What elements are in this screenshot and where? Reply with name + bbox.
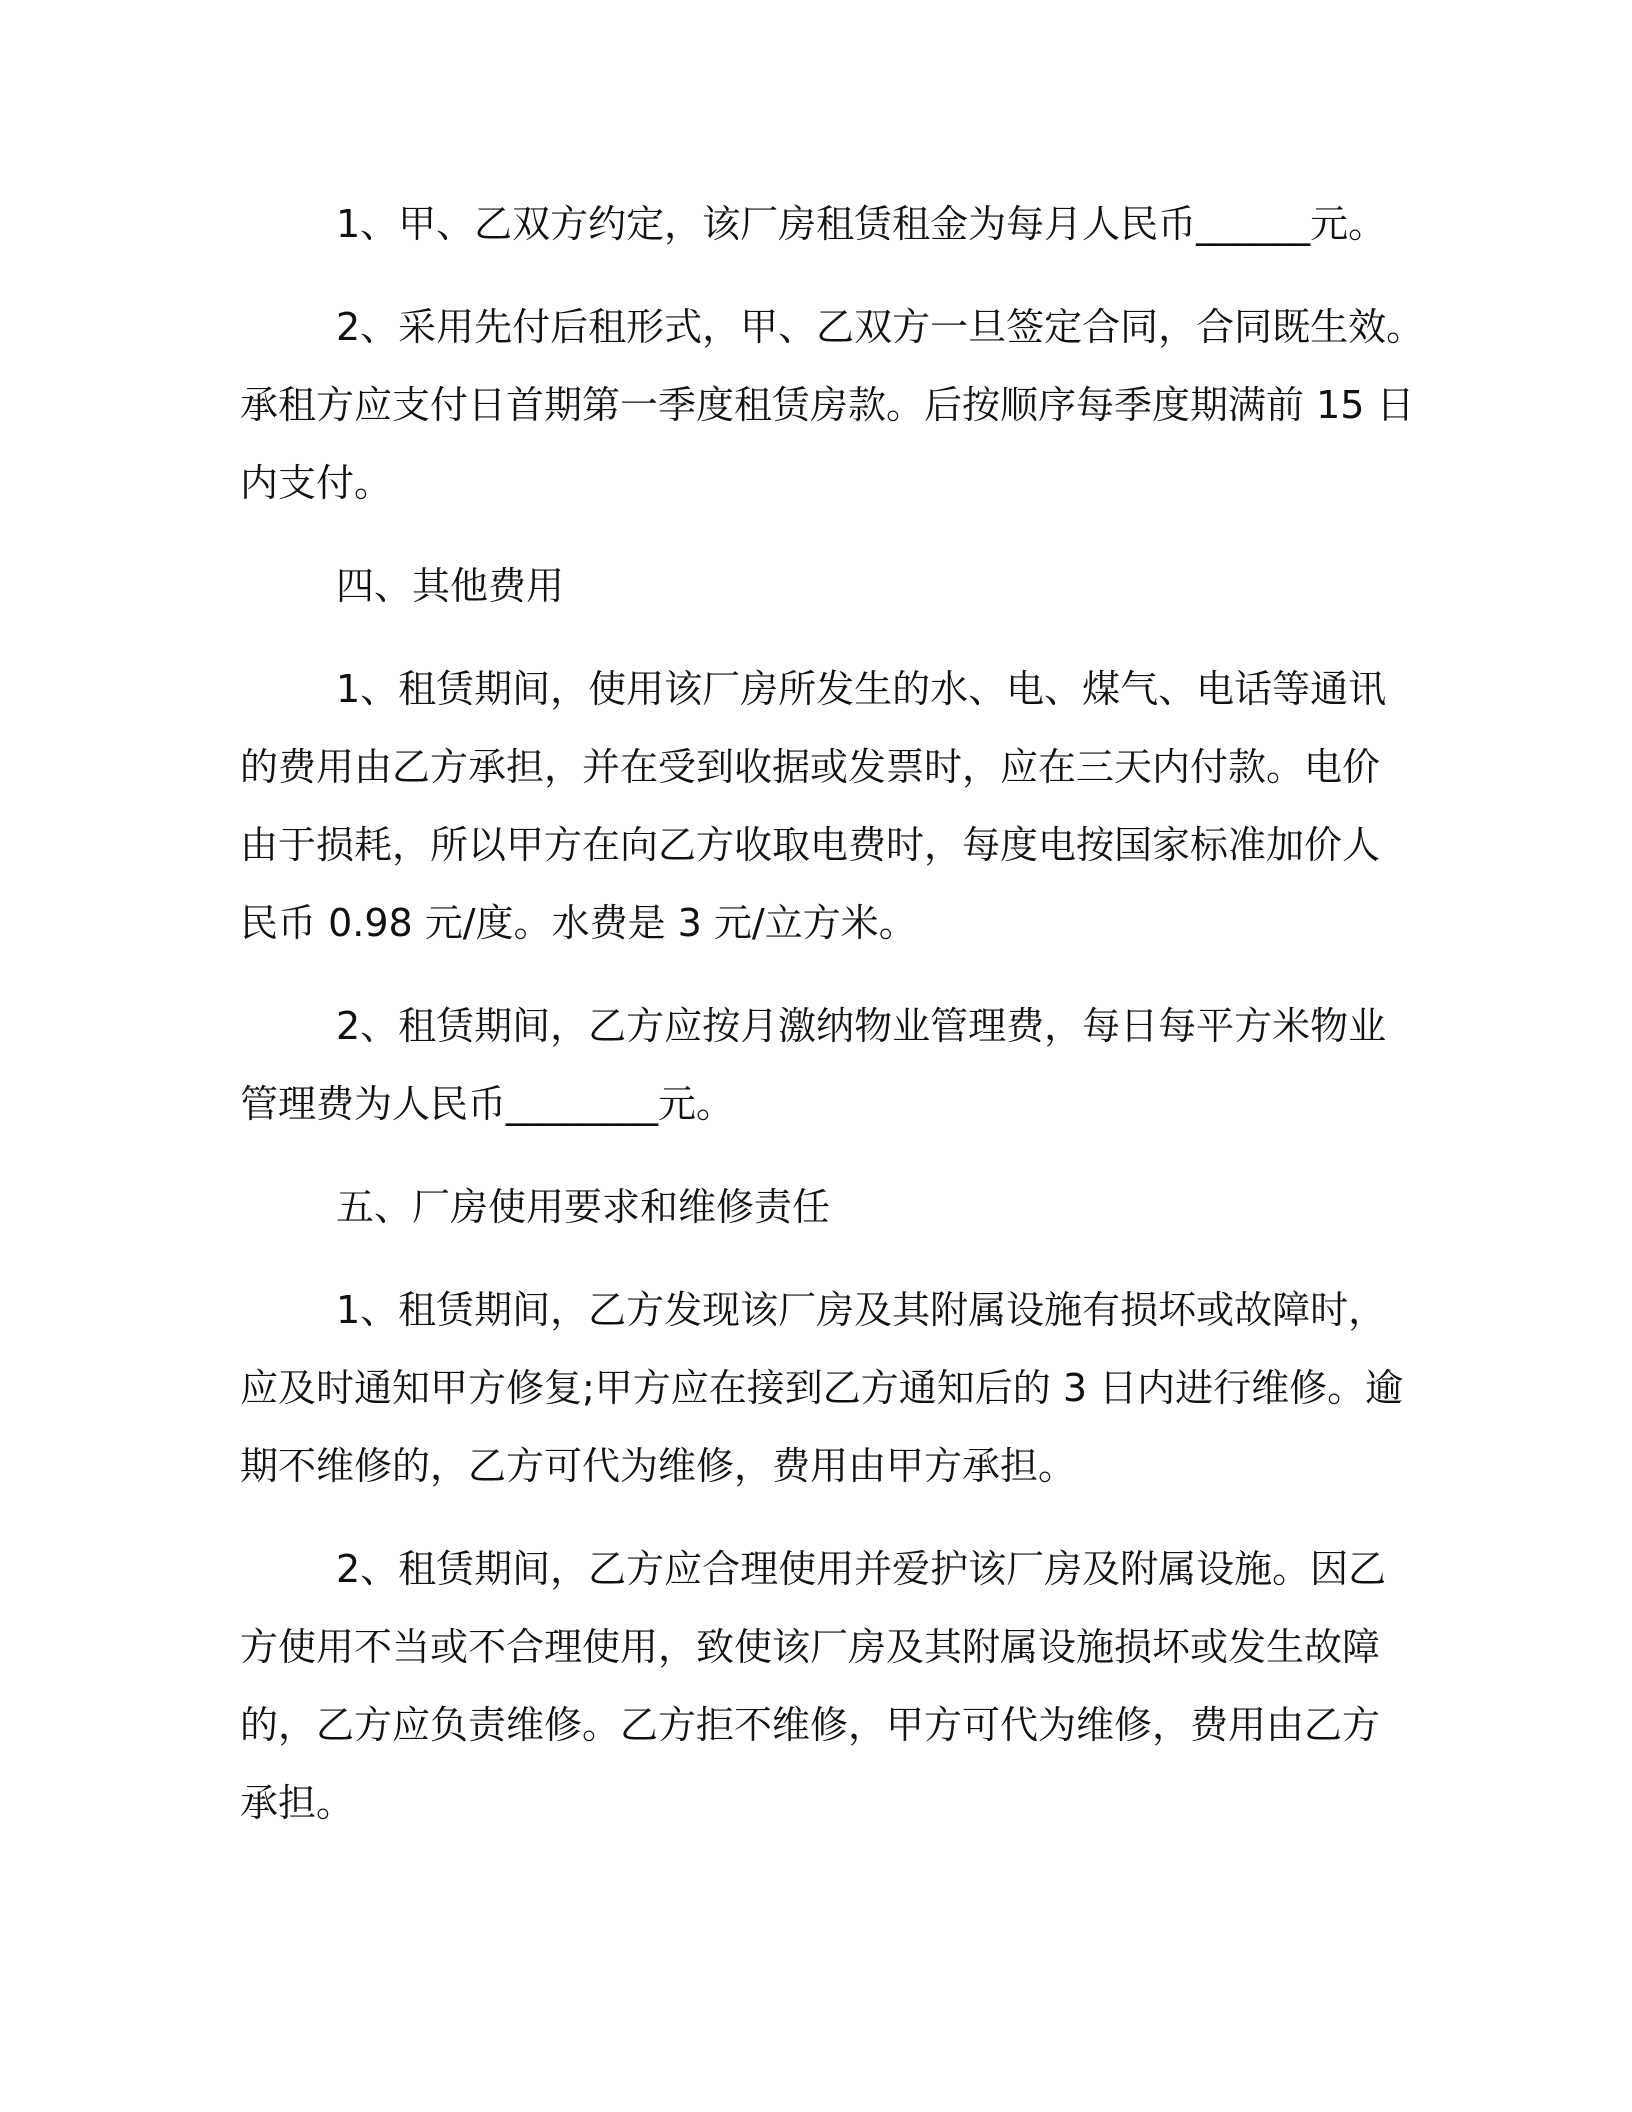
text-line: 承担。	[240, 1781, 355, 1825]
text-line: 1、租赁期间，使用该厂房所发生的水、电、煤气、电话等通讯	[336, 667, 1387, 711]
fees-clause-1	[240, 650, 1387, 962]
text-line: 2、租赁期间，乙方应按月激纳物业管理费，每日每平方米物业	[336, 1004, 1387, 1048]
text-line: 方使用不当或不合理使用，致使该厂房及其附属设施损坏或发生故障	[240, 1625, 1381, 1669]
section-heading-other-fees: 四、其他费用	[336, 564, 565, 608]
fees-clause-2	[240, 987, 1387, 1143]
text-line: 期不维修的，乙方可代为维修，费用由甲方承担。	[240, 1444, 1077, 1488]
document-body	[240, 185, 1425, 1867]
text-line: 民币 0.98 元/度。水费是 3 元/立方米。	[240, 901, 917, 945]
text-line: 的费用由乙方承担，并在受到收据或发票时，应在三天内付款。电价	[240, 745, 1381, 789]
repair-clause-1	[240, 1271, 1404, 1505]
rent-clause-1	[240, 185, 1387, 263]
text-line: 应及时通知甲方修复;甲方应在接到乙方通知后的 3 日内进行维修。逾	[240, 1366, 1404, 1410]
text-line: 1、租赁期间，乙方发现该厂房及其附属设施有损坏或故障时，	[336, 1288, 1387, 1332]
text-line: 承租方应支付日首期第一季度租赁房款。后按顺序每季度期满前 15 日	[240, 383, 1415, 427]
text-line: 管理费为人民币________元。	[240, 1082, 735, 1126]
text-line: 1、甲、乙双方约定，该厂房租赁租金为每月人民币______元。	[336, 202, 1387, 246]
section-heading-usage-repair: 五、厂房使用要求和维修责任	[336, 1185, 831, 1229]
text-line: 2、采用先付后租形式，甲、乙双方一旦签定合同，合同既生效。	[336, 305, 1425, 349]
text-line: 2、租赁期间，乙方应合理使用并爱护该厂房及附属设施。因乙	[336, 1547, 1387, 1591]
repair-clause-2	[240, 1530, 1387, 1842]
text-line: 内支付。	[240, 461, 393, 505]
text-line: 由于损耗，所以甲方在向乙方收取电费时，每度电按国家标准加价人	[240, 823, 1381, 867]
rent-clause-2	[240, 288, 1425, 522]
text-line: 的，乙方应负责维修。乙方拒不维修，甲方可代为维修，费用由乙方	[240, 1703, 1381, 1747]
